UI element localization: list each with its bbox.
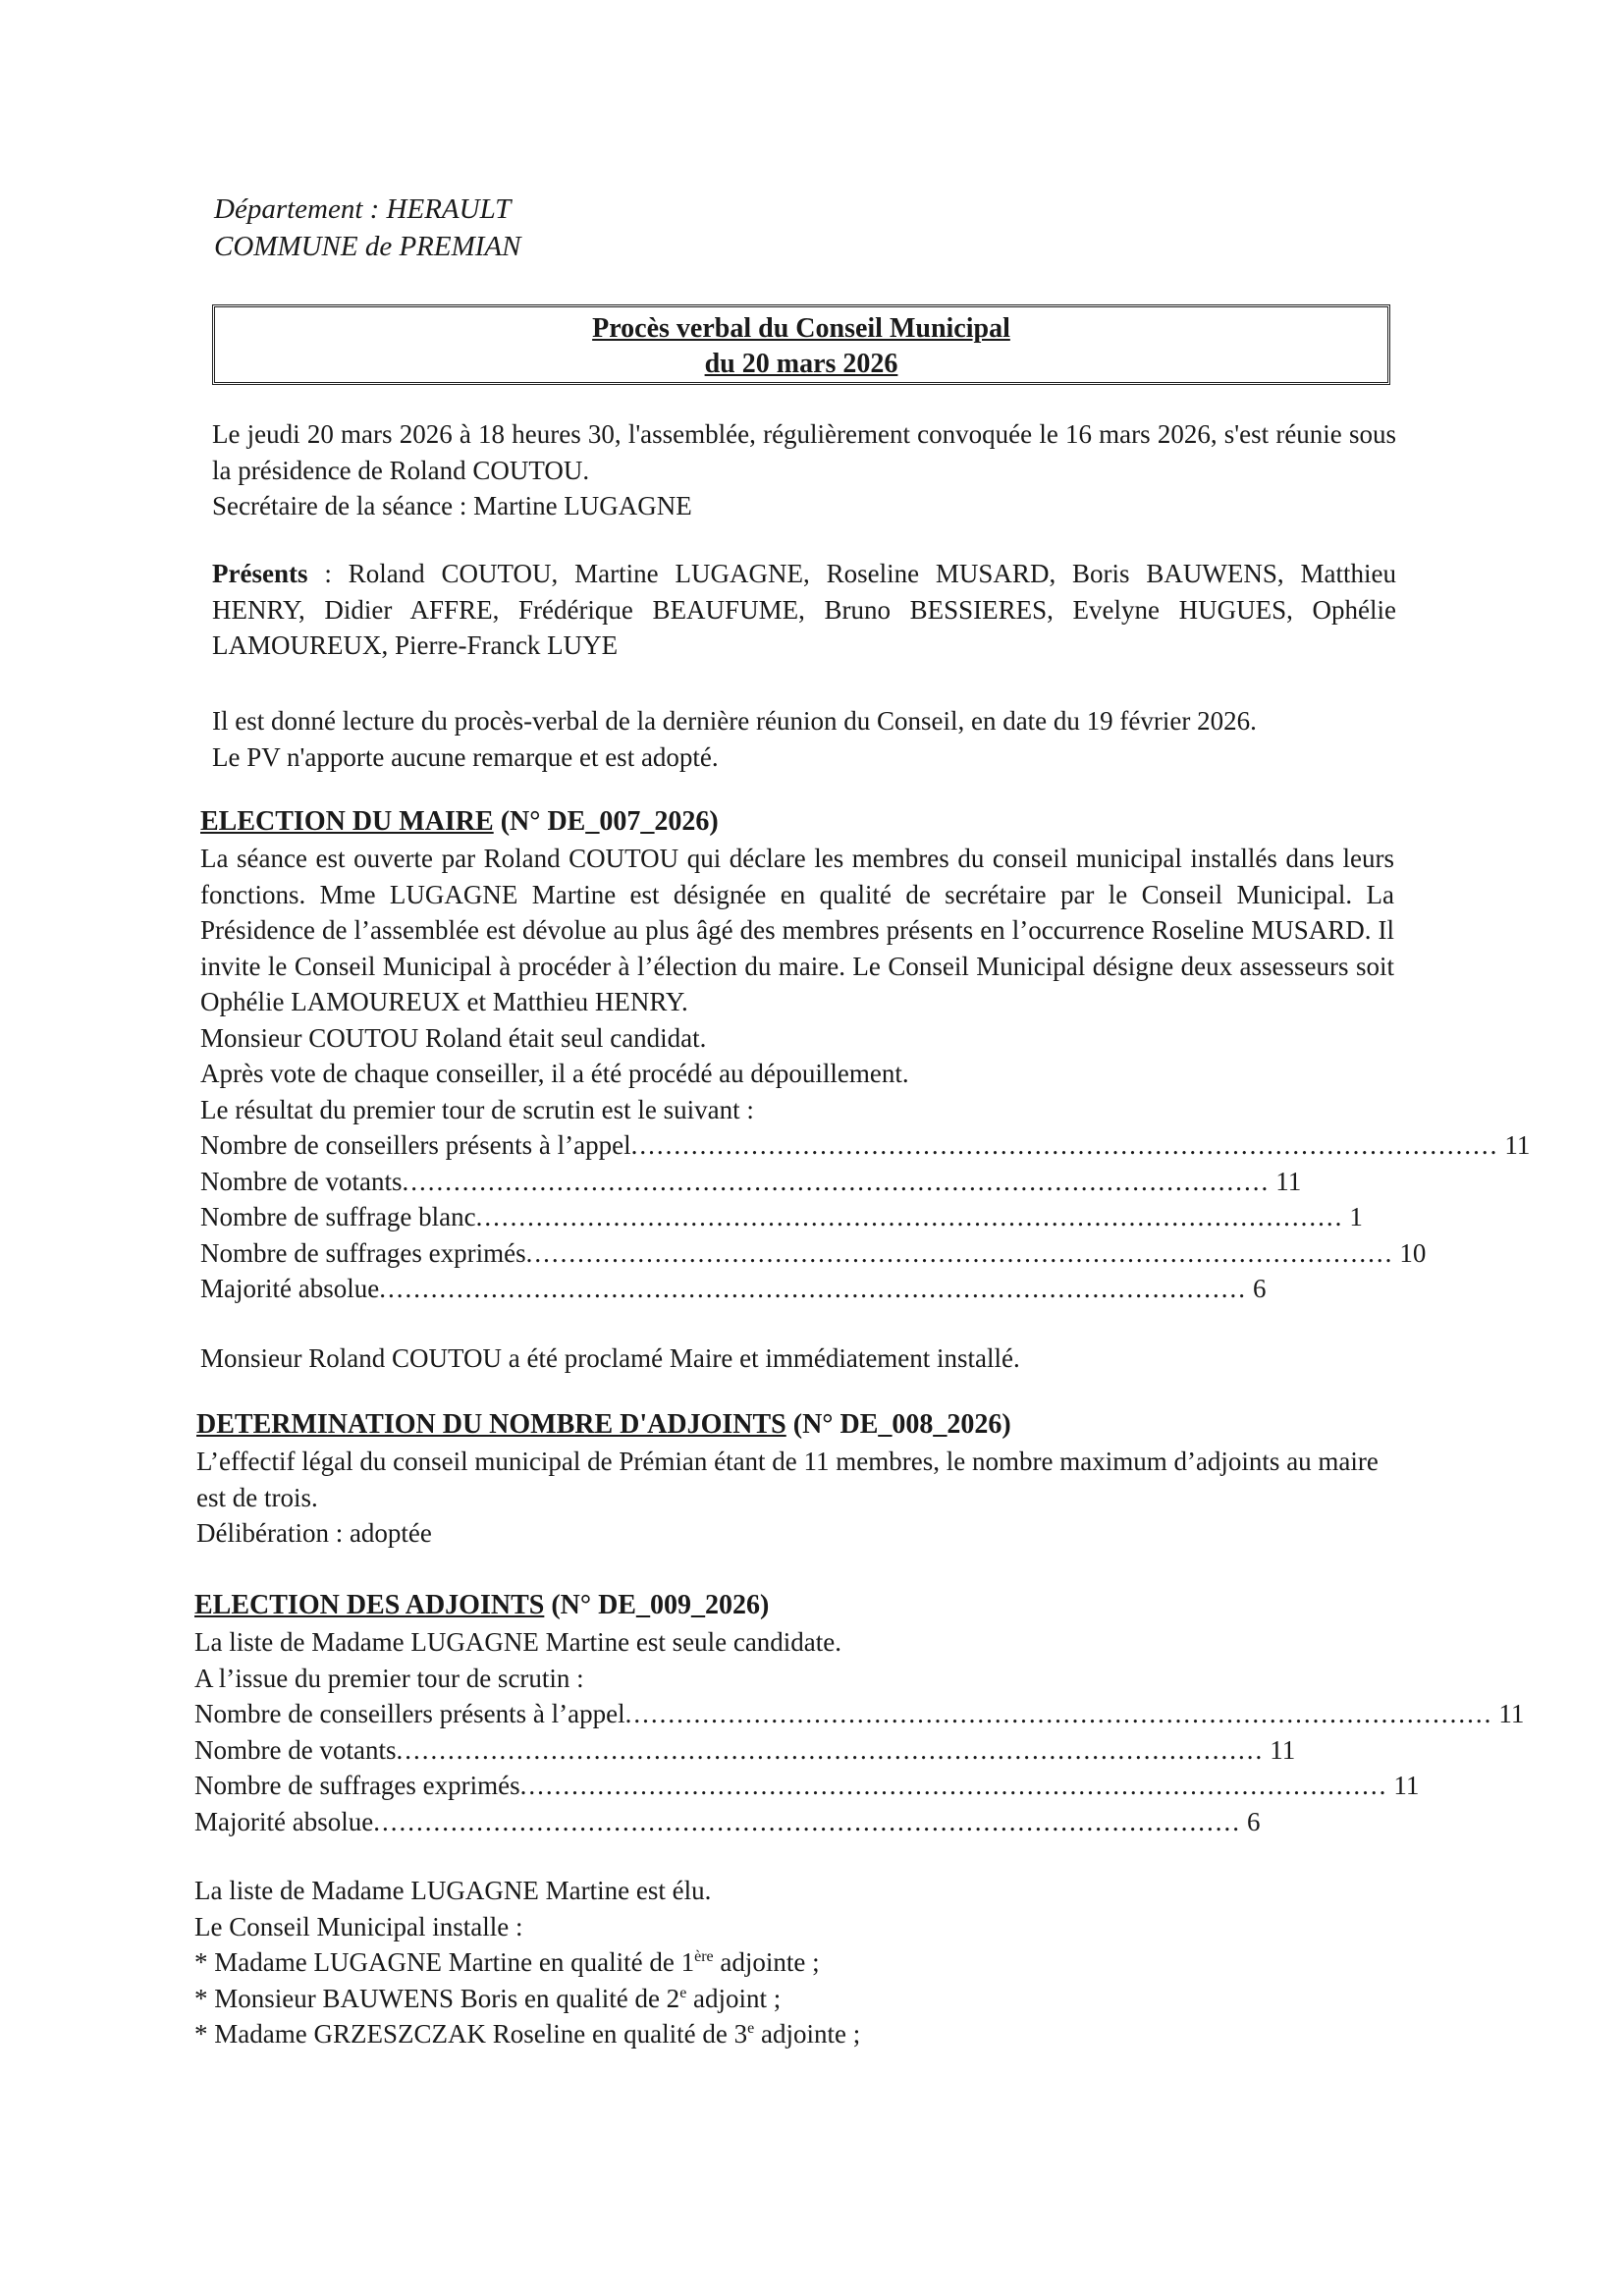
tally-row: Nombre de suffrages exprimés ..................................................................................................... 10 — [200, 1237, 1427, 1268]
tally-table — [194, 1696, 1525, 1839]
tally-row: Nombre de conseillers présents à l’appel ..................................................................................................... 11 — [200, 1130, 1531, 1160]
secretaire-line: Secrétaire de la séance : Martine LUGAGNE — [212, 491, 692, 520]
heading-ref: (N° DE_007_2026) — [493, 806, 719, 837]
lecture-paragraph — [212, 703, 1396, 775]
vote-line: Après vote de chaque conseiller, il a été procédé au dépouillement. — [200, 1059, 909, 1088]
resultat-line: Le résultat du premier tour de scrutin est le suivant : — [200, 1094, 754, 1124]
section-heading — [196, 1406, 1390, 1444]
document-title-box — [212, 304, 1390, 385]
tally-row: Nombre de conseillers présents à l’appel ..................................................................................................... 11 — [194, 1699, 1525, 1728]
candidat-line: Monsieur COUTOU Roland était seul candidat. — [200, 1022, 707, 1053]
section-heading — [194, 1587, 1388, 1624]
presents-label: Présents — [212, 559, 308, 588]
departement-line: Département : HERAULT — [214, 193, 512, 225]
commune-line: COMMUNE de PREMIAN — [214, 231, 521, 262]
lecture-line-2: Le PV n'apporte aucune remarque et est adopté. — [212, 741, 719, 772]
document-header — [214, 191, 521, 265]
installe-line: Le Conseil Municipal installe : — [194, 1911, 523, 1941]
intro-text: Le jeudi 20 mars 2026 à 18 heures 30, l'assemblée, régulièrement convoquée le 16 mars 2026, s'est réunie sous la présidence de Roland COUTOU. — [212, 419, 1396, 485]
lecture-line-1: Il est donné lecture du procès-verbal de la dernière réunion du Conseil, en date du 19 février 2026. — [212, 706, 1257, 736]
liste-line: La liste de Madame LUGAGNE Martine est seule candidate. — [194, 1627, 842, 1657]
adjoint-item: * Monsieur BAUWENS Boris en qualité de 2e adjoint ; — [194, 1983, 782, 2013]
heading-text: ELECTION DU MAIRE — [200, 806, 494, 837]
tally-table — [200, 1127, 1531, 1307]
section-election-adjoints — [194, 1587, 1525, 2052]
tally-row: Nombre de votants ..................................................................................................... 11 — [200, 1166, 1302, 1196]
heading-text: DETERMINATION DU NOMBRE D'ADJOINTS — [196, 1409, 786, 1440]
election-maire-paragraph: La séance est ouverte par Roland COUTOU qui déclare les membres du conseil municipal installés dans leurs fonctions. Mme LUGAGNE Martine est désignée en qualité de secrétaire par le Conseil Municipal. La Présidence de l’assemblée est dévolue au plus âgé des membres présents en l’occurrence Roseline MUSARD. Il invite le Conseil Municipal à procéder à l’élection du maire. Le Conseil Municipal désigne deux assesseurs soit Ophélie LAMOUREUX et Matthieu HENRY. — [200, 844, 1394, 1016]
heading-ref: (N° DE_008_2026) — [785, 1409, 1011, 1440]
adjoint-item: * Madame LUGAGNE Martine en qualité de 1ère adjointe ; — [194, 1947, 820, 1977]
proclamation-line: Monsieur Roland COUTOU a été proclamé Maire et immédiatement installé. — [200, 1342, 1020, 1373]
presents-list: : Roland COUTOU, Martine LUGAGNE, Roseline MUSARD, Boris BAUWENS, Matthieu HENRY, Didier AFFRE, Frédérique BEAUFUME, Bruno BESSIERES, Evelyne HUGUES, Ophélie LAMOUREUX, Pierre-Franck LUYE — [212, 559, 1396, 660]
elu-line: La liste de Madame LUGAGNE Martine est élu. — [194, 1876, 712, 1905]
tally-row: Nombre de suffrage blanc ..................................................................................................... 1 — [200, 1202, 1363, 1231]
tally-row: Nombre de votants ..................................................................................................... 11 — [194, 1734, 1296, 1765]
tally-row: Majorité absolue ..................................................................................................... 6 — [200, 1274, 1267, 1303]
nombre-adjoints-paragraph: L’effectif légal du conseil municipal de Prémian étant de 11 membres, le nombre maximum d’adjoints au maire est de trois. — [196, 1447, 1379, 1512]
presents-paragraph — [212, 556, 1396, 664]
section-heading — [200, 803, 1394, 841]
adjoint-item: * Madame GRZESZCZAK Roseline en qualité de 3e adjointe ; — [194, 2019, 861, 2049]
title-line-1: Procès verbal du Conseil Municipal — [592, 313, 1010, 344]
heading-ref: (N° DE_009_2026) — [544, 1590, 770, 1620]
issue-line: A l’issue du premier tour de scrutin : — [194, 1663, 584, 1693]
tally-row: Majorité absolue ..................................................................................................... 6 — [194, 1806, 1261, 1836]
deliberation-line: Délibération : adoptée — [196, 1518, 432, 1548]
heading-text: ELECTION DES ADJOINTS — [194, 1590, 545, 1620]
title-line-2: du 20 mars 2026 — [704, 349, 898, 379]
tally-row: Nombre de suffrages exprimés ..................................................................................................... 11 — [194, 1771, 1420, 1800]
section-nombre-adjoints — [196, 1406, 1390, 1552]
intro-paragraph — [212, 416, 1396, 524]
section-election-maire — [200, 803, 1531, 1376]
